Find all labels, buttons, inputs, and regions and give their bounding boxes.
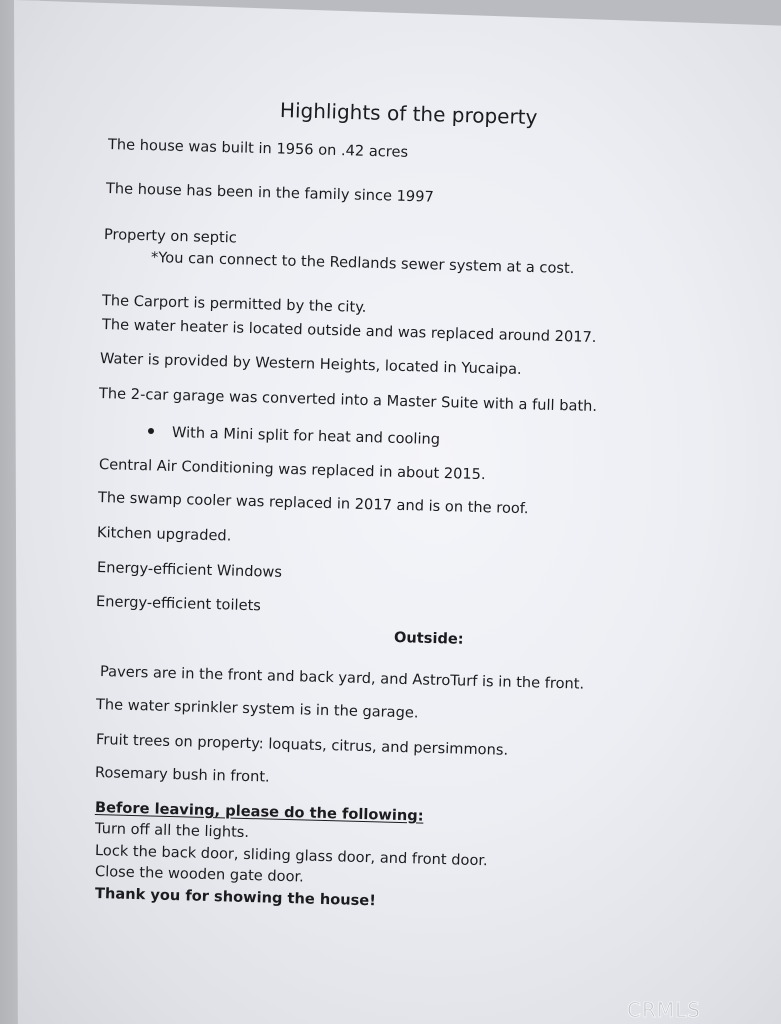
text-line: Central Air Conditioning was replaced in about 2015.: [98, 456, 486, 484]
bullet-item: With a Mini split for heat and cooling: [171, 424, 441, 449]
text-line: Property on septic: [103, 226, 238, 247]
text-line: The 2-car garage was converted into a Master Suite with a full bath.: [98, 385, 598, 416]
text-line: The house was built in 1956 on .42 acres: [107, 136, 409, 161]
text-line: Lock the back door, sliding glass door, and front door.: [94, 842, 488, 870]
text-line: Pavers are in the front and back yard, and AstroTurf is in the front.: [99, 663, 585, 693]
text-line: The water heater is located outside and was replaced around 2017.: [101, 316, 597, 346]
text-line: Turn off all the lights.: [94, 820, 250, 842]
text-line: The swamp cooler was replaced in 2017 and is on the roof.: [97, 489, 529, 518]
text-line: *You can connect to the Redlands sewer system at a cost.: [150, 249, 575, 278]
text-line: Water is provided by Western Heights, located in Yucaipa.: [99, 350, 522, 379]
document-title: Highlights of the property: [279, 98, 538, 130]
text-line: Close the wooden gate door.: [94, 863, 305, 886]
crmls-watermark: CRMLS: [627, 998, 701, 1022]
text-line: Rosemary bush in front.: [94, 764, 270, 786]
text-line: Energy-efficient toilets: [95, 593, 262, 615]
section-heading-outside: Outside:: [393, 629, 464, 648]
text-line: Kitchen upgraded.: [96, 524, 232, 545]
text-line: The house has been in the family since 1997: [105, 180, 434, 206]
text-line: The water sprinkler system is in the garage.: [95, 696, 419, 722]
text-line: Energy-efficient Windows: [96, 559, 283, 581]
bullet-icon: [148, 428, 154, 434]
text-line: Fruit trees on property: loquats, citrus, and persimmons.: [95, 731, 509, 759]
section-heading-before-leaving: Before leaving, please do the following:: [94, 799, 424, 825]
closing-line: Thank you for showing the house!: [94, 885, 377, 910]
text-line: The Carport is permitted by the city.: [101, 292, 367, 316]
